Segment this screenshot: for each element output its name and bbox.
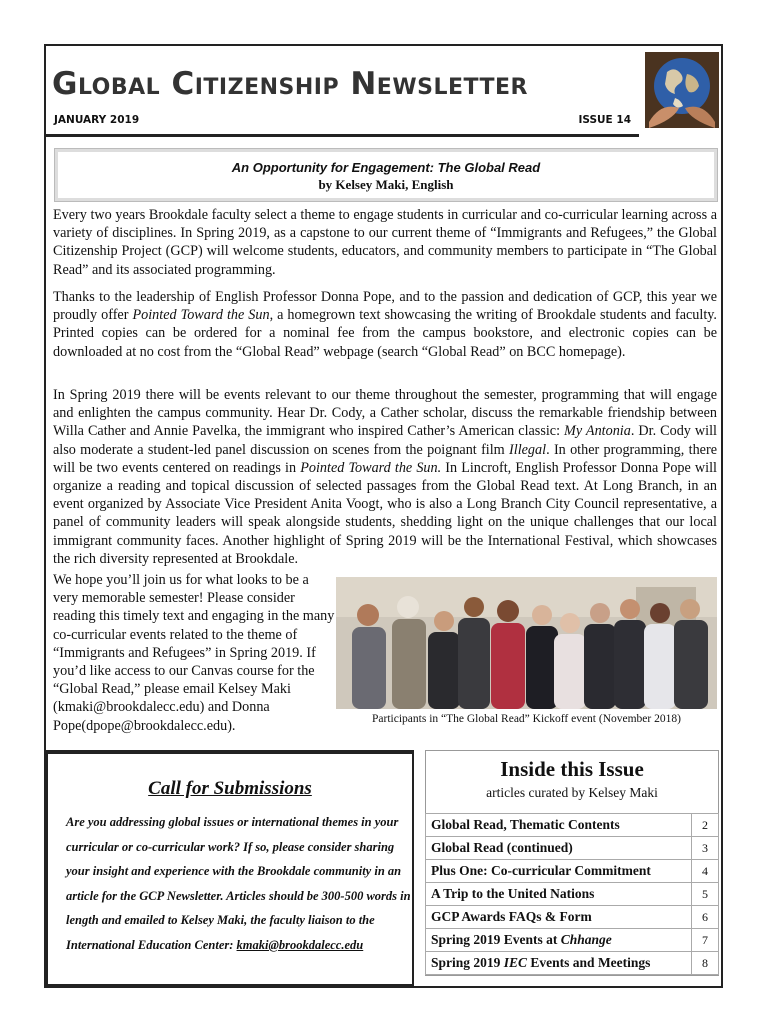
photo-caption: Participants in “The Global Read” Kickoff event (November 2018) [372, 713, 681, 725]
toc-page: 8 [692, 952, 719, 975]
article-paragraph-1 [53, 206, 717, 279]
toc-title-part: Events and Meetings [527, 955, 651, 970]
toc-title: Global Read (continued) [426, 837, 692, 860]
masthead [46, 46, 639, 137]
article-header [54, 148, 718, 202]
toc-row[interactable] [426, 883, 719, 906]
book-title: Pointed Toward the Sun [132, 307, 270, 324]
toc-title: A Trip to the United Nations [426, 883, 692, 906]
book-title: Pointed Toward the Sun. [300, 459, 442, 476]
paragraph-text: . In other programming, there will be two events centered on readings in [53, 441, 717, 476]
article-paragraph-4: We hope you’ll join us for what looks to be a very memorable semester! Please consider reading this timely text and engaging in the many co-curricular events related to the theme of “Immigrants and Refugees” in Spring 2019. If you’d like access to our Canvas course for the “Global Read,” please email Kelsey Maki (kmaki@brookdalecc.edu) and Donna Pope(dpope@brookdalecc.edu). [53, 572, 335, 734]
submissions-text: Are you addressing global issues or international themes in your curricular or co-curricular work? If so, please consider sharing your insight and experience with the Brookdale community in an article for the GCP Newsletter. Articles should be 300-500 words in length and emailed to Kelsey Maki, the faculty liaison to the International Education Center: [66, 815, 411, 952]
toc-row[interactable] [426, 929, 719, 952]
toc-row[interactable] [426, 906, 719, 929]
book-title: My Antonia [564, 423, 631, 440]
toc-row[interactable] [426, 814, 719, 837]
toc-page: 4 [692, 860, 719, 883]
toc-title: Global Read, Thematic Contents [426, 814, 692, 837]
inside-title: Inside this Issue [500, 757, 644, 781]
toc-title: Plus One: Co-curricular Commitment [426, 860, 692, 883]
toc-title-part: Spring 2019 [431, 955, 504, 970]
issue-date: JANUARY 2019 [54, 114, 140, 126]
toc-title-part: Spring 2019 Events at [431, 932, 561, 947]
toc-title [426, 952, 692, 975]
submissions-title: Call for Submissions [148, 778, 312, 799]
toc-row[interactable] [426, 837, 719, 860]
inside-subtitle: articles curated by Kelsey Maki [486, 785, 658, 800]
article-byline: by Kelsey Maki, English [318, 177, 454, 192]
toc-title: GCP Awards FAQs & Form [426, 906, 692, 929]
toc-title-italic: IEC [503, 955, 528, 970]
group-photo [336, 577, 717, 709]
toc-page: 5 [692, 883, 719, 906]
toc-page: 7 [692, 929, 719, 952]
paragraph-text: . Dr. Cody will also moderate a student-led panel discussion on scenes from the poignant film [53, 423, 717, 458]
issue-number: ISSUE 14 [578, 114, 631, 126]
table-of-contents [425, 813, 719, 975]
submissions-body [66, 810, 412, 958]
toc-page: 6 [692, 906, 719, 929]
toc-page: 2 [692, 814, 719, 837]
paragraph-text: Every two years Brookdale faculty select a theme to engage students in curricular and co-curricular learning across a variety of disciplines. In Spring 2019, as a capstone to our current theme of “Immigrants and Refugees,” the Global Citizenship Project (GCP) will welcome students, educators, and community members to participate in “The Global Read” and its associated programming. [53, 207, 717, 278]
article-title: An Opportunity for Engagement: The Global Read [231, 160, 541, 175]
paragraph-text: , a homegrown text showcasing the writing of Brookdale students and faculty. Printed copies can be ordered for a nominal fee from the campus bookstore, and electronic copies can be downloaded at no cost from the “Global Read” webpage (search “Global Read” on BCC homepage). [53, 307, 717, 360]
inside-this-issue-box [425, 750, 719, 976]
toc-page: 3 [692, 837, 719, 860]
article-paragraph-3 [53, 386, 717, 568]
film-title: Illegal [509, 441, 547, 458]
toc-row[interactable] [426, 860, 719, 883]
call-for-submissions-box [46, 750, 414, 986]
newsletter-title: Global Citizenship Newsletter [52, 66, 528, 102]
toc-row[interactable] [426, 952, 719, 975]
toc-title-italic: Chhange [560, 932, 612, 947]
globe-in-hands-image [645, 52, 719, 128]
paragraph-text: In Lincroft, English Professor Donna Pope will organize a reading and topical discussion of selected passages from the Global Read text. At Long Branch, in an event organized by Associate Vice President Anita Voogt, who is also a Long Branch City Council representative, a panel of community leaders will speak alongside students, shedding light on the unique challenges that our local immigrant community faces. Another highlight of Spring 2019 will be the International Festival, which showcases the rich diversity represented at Brookdale. [53, 459, 717, 567]
paragraph-text: In Spring 2019 there will be events relevant to our theme throughout the semester, programming that will engage and enlighten the campus community. Hear Dr. Cody, a Cather scholar, discuss the remarkable friendship between Willa Cather and Annie Pavelka, the immigrant who inspired Cather’s American classic: [53, 387, 717, 440]
article-paragraph-2 [53, 288, 717, 361]
paragraph-text: Thanks to the leadership of English Professor Donna Pope, and to the passion and dedication of GCP, this year we proudly offer [53, 289, 717, 324]
toc-title [426, 929, 692, 952]
submissions-email-link[interactable]: kmaki@brookdalecc.edu [236, 937, 364, 952]
